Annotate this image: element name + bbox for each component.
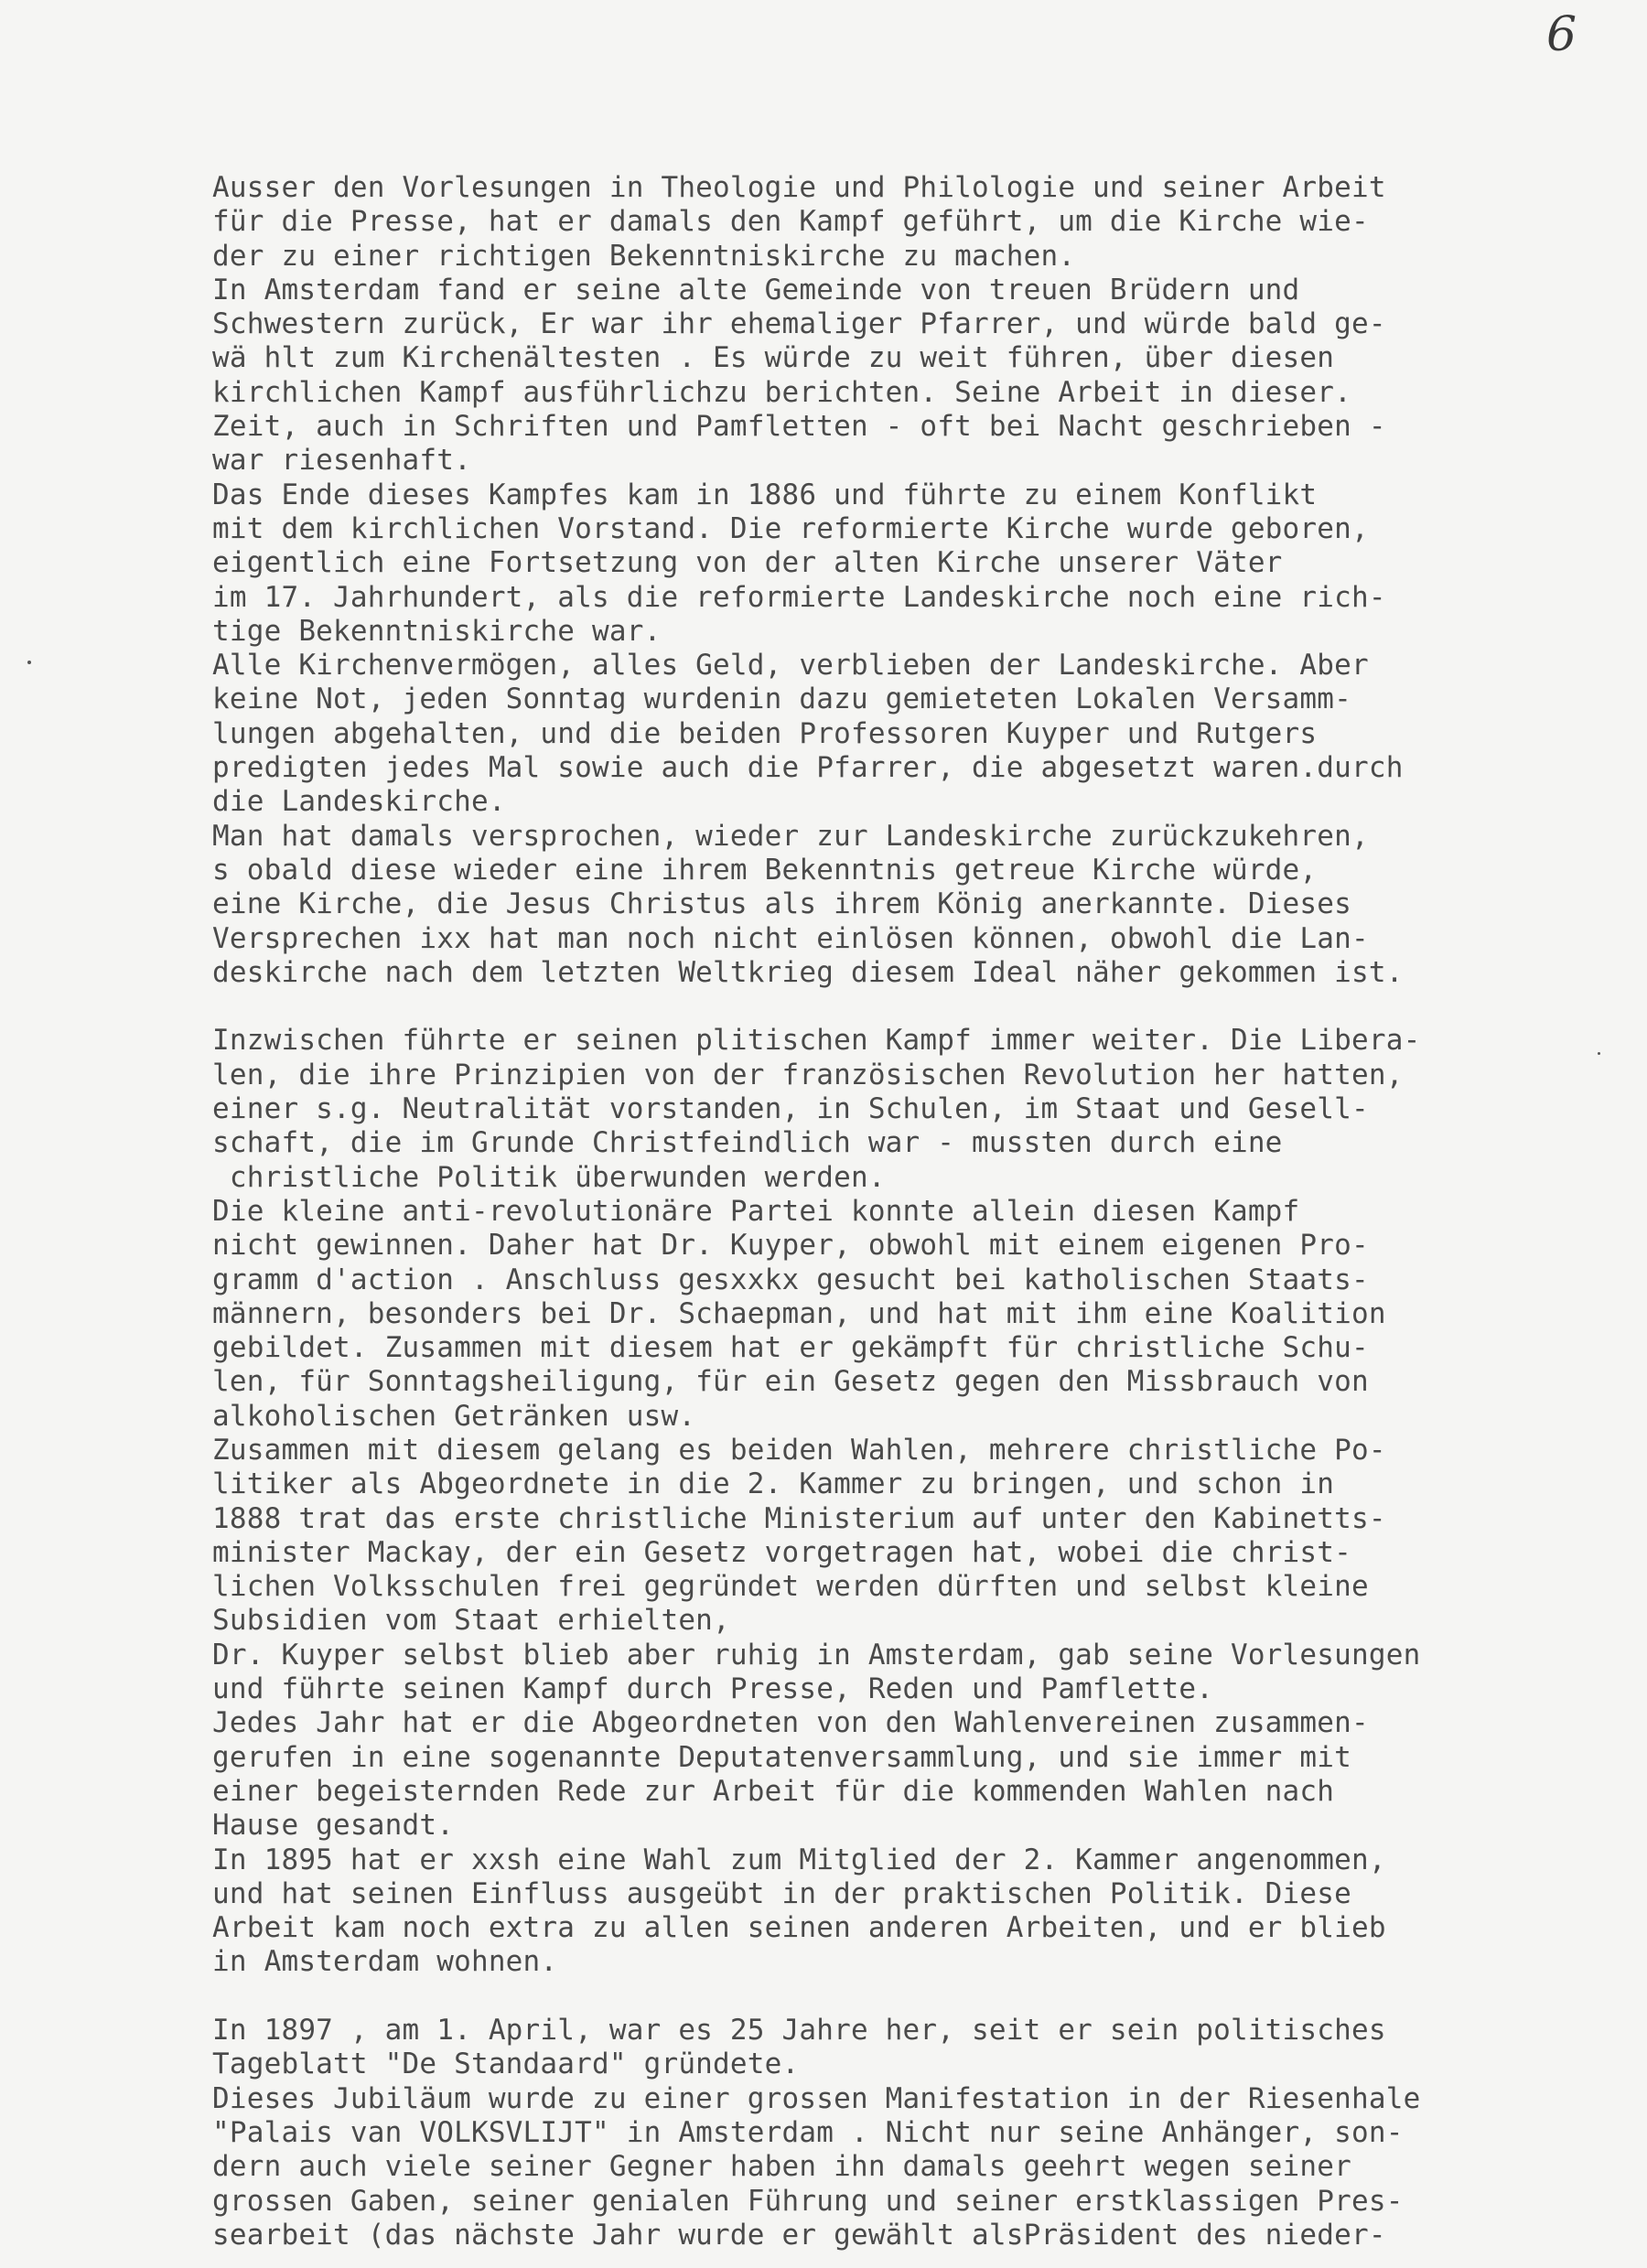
body-text [212, 171, 1640, 2252]
text-line: gerufen in eine sogenannte Deputatenversammlung, und sie immer mit [212, 1740, 1351, 1774]
text-line: nicht gewinnen. Daher hat Dr. Kuyper, obwohl mit einem eigenen Pro- [212, 1229, 1369, 1263]
text-line: In 1897 , am 1. April, war es 25 Jahre her, seit er sein politisches [212, 2014, 1386, 2048]
text-line: alkoholischen Getränken usw. [212, 1399, 696, 1433]
text-line: keine Not, jeden Sonntag wurdenin dazu gemieteten Lokalen Versamm- [212, 683, 1351, 716]
text-line: für die Presse, hat er damals den Kampf geführt, um die Kirche wie- [212, 205, 1369, 239]
text-line: war riesenhaft. [212, 444, 471, 478]
text-line: Zusammen mit diesem gelang es beiden Wahlen, mehrere christliche Po- [212, 1433, 1386, 1467]
text-line: predigten jedes Mal sowie auch die Pfarrer, die abgesetzt waren.durch [212, 751, 1404, 785]
text-line: im 17. Jahrhundert, als die reformierte Landeskirche noch eine rich- [212, 580, 1386, 614]
text-line: lungen abgehalten, und die beiden Professoren Kuyper und Rutgers [212, 716, 1318, 750]
text-line: lichen Volksschulen frei gegründet werden dürften und selbst kleine [212, 1570, 1369, 1604]
text-line: eine Kirche, die Jesus Christus als ihrem König anerkannte. Dieses [212, 887, 1351, 921]
text-line: In 1895 hat er xxsh eine Wahl zum Mitglied der 2. Kammer angenommen, [212, 1843, 1386, 1876]
text-line: dern auch viele seiner Gegner haben ihn damals geehrt wegen seiner [212, 2150, 1351, 2184]
text-line: Das Ende dieses Kampfes kam in 1886 und führte zu einem Konflikt [212, 478, 1318, 511]
text-line: s obald diese wieder eine ihrem Bekenntnis getreue Kirche würde, [212, 853, 1318, 887]
text-line: Zeit, auch in Schriften und Pamfletten - oft bei Nacht geschrieben - [212, 410, 1386, 444]
text-line: Inzwischen führte er seinen plitischen Kampf immer weiter. Die Libera- [212, 1024, 1421, 1058]
text-line: und führte seinen Kampf durch Presse, Reden und Pamflette. [212, 1672, 1214, 1706]
text-line: Tageblatt "De Standaard" gründete. [212, 2048, 800, 2081]
text-line: Die kleine anti-revolutionäre Partei konnte allein diesen Kampf [212, 1194, 1300, 1228]
text-line: die Landeskirche. [212, 785, 506, 819]
text-line: und hat seinen Einfluss ausgeübt in der praktischen Politik. Diese [212, 1876, 1351, 1910]
text-line: deskirche nach dem letzten Weltkrieg diesem Ideal näher gekommen ist. [212, 955, 1404, 989]
text-line: kirchlichen Kampf ausführlichzu berichten. Seine Arbeit in dieser. [212, 375, 1351, 409]
text-line: einer s.g. Neutralität vorstanden, in Schulen, im Staat und Gesell- [212, 1092, 1369, 1126]
text-line: Arbeit kam noch extra zu allen seinen anderen Arbeiten, und er blieb [212, 1911, 1386, 1945]
text-line: schaft, die im Grunde Christfeindlich war - mussten durch eine [212, 1126, 1283, 1160]
text-line: Versprechen ixx hat man noch nicht einlösen können, obwohl die Lan- [212, 921, 1369, 955]
text-line: Dr. Kuyper selbst blieb aber ruhig in Amsterdam, gab seine Vorlesungen [212, 1638, 1421, 1671]
text-line: grossen Gaben, seiner genialen Führung und seiner erstklassigen Pres- [212, 2184, 1404, 2218]
text-line: len, für Sonntagsheiligung, für ein Gesetz gegen den Missbrauch von [212, 1365, 1369, 1399]
page-number: 6 [1546, 7, 1577, 62]
text-line: Hause gesandt. [212, 1809, 455, 1843]
text-line: len, die ihre Prinzipien von der französischen Revolution her hatten, [212, 1058, 1404, 1091]
text-line: Man hat damals versprochen, wieder zur Landeskirche zurückzukehren, [212, 819, 1369, 853]
text-line: gramm d'action . Anschluss gesxxkx gesucht bei katholischen Staats- [212, 1263, 1369, 1296]
text-line: Subsidien vom Staat erhielten, [212, 1604, 730, 1638]
text-line: minister Mackay, der ein Gesetz vorgetragen hat, wobei die christ- [212, 1535, 1351, 1569]
paragraph-gap [212, 1980, 1640, 2014]
text-line: männern, besonders bei Dr. Schaepman, und hat mit ihm eine Koalition [212, 1296, 1386, 1330]
text-line: in Amsterdam wohnen. [212, 1945, 558, 1979]
text-line: 1888 trat das erste christliche Ministerium auf unter den Kabinetts- [212, 1501, 1386, 1535]
text-line: In Amsterdam fand er seine alte Gemeinde von treuen Brüdern und [212, 273, 1300, 306]
text-line: "Palais van VOLKSVLIJT" in Amsterdam . Nicht nur seine Anhänger, son- [212, 2115, 1404, 2149]
text-line: Alle Kirchenvermögen, alles Geld, verblieben der Landeskirche. Aber [212, 649, 1369, 683]
text-line: eigentlich eine Fortsetzung von der alten Kirche unserer Väter [212, 546, 1283, 580]
text-line: gebildet. Zusammen mit diesem hat er gekämpft für christliche Schu- [212, 1331, 1369, 1365]
paragraph-gap [212, 990, 1640, 1024]
text-line: mit dem kirchlichen Vorstand. Die reformierte Kirche wurde geboren, [212, 511, 1369, 545]
paper-speck [27, 661, 31, 664]
text-line: Schwestern zurück, Er war ihr ehemaliger Pfarrer, und würde bald ge- [212, 307, 1386, 341]
text-line: searbeit (das nächste Jahr wurde er gewählt alsPräsident des nieder- [212, 2218, 1386, 2252]
text-line: tige Bekenntniskirche war. [212, 614, 662, 648]
text-line: einer begeisternden Rede zur Arbeit für die kommenden Wahlen nach [212, 1774, 1335, 1808]
text-line: wä hlt zum Kirchenältesten . Es würde zu weit führen, über diesen [212, 341, 1335, 375]
text-line: litiker als Abgeordnete in die 2. Kammer zu bringen, und schon in [212, 1467, 1335, 1501]
paper-speck [1598, 1052, 1600, 1055]
text-line: Ausser den Vorlesungen in Theologie und Philologie und seiner Arbeit [212, 171, 1386, 204]
text-line: der zu einer richtigen Bekenntniskirche zu machen. [212, 239, 1076, 273]
text-line: Jedes Jahr hat er die Abgeordneten von den Wahlenvereinen zusammen- [212, 1706, 1369, 1740]
text-line: christliche Politik überwunden werden. [212, 1160, 886, 1194]
text-line: Dieses Jubiläum wurde zu einer grossen Manifestation in der Riesenhale [212, 2081, 1421, 2115]
